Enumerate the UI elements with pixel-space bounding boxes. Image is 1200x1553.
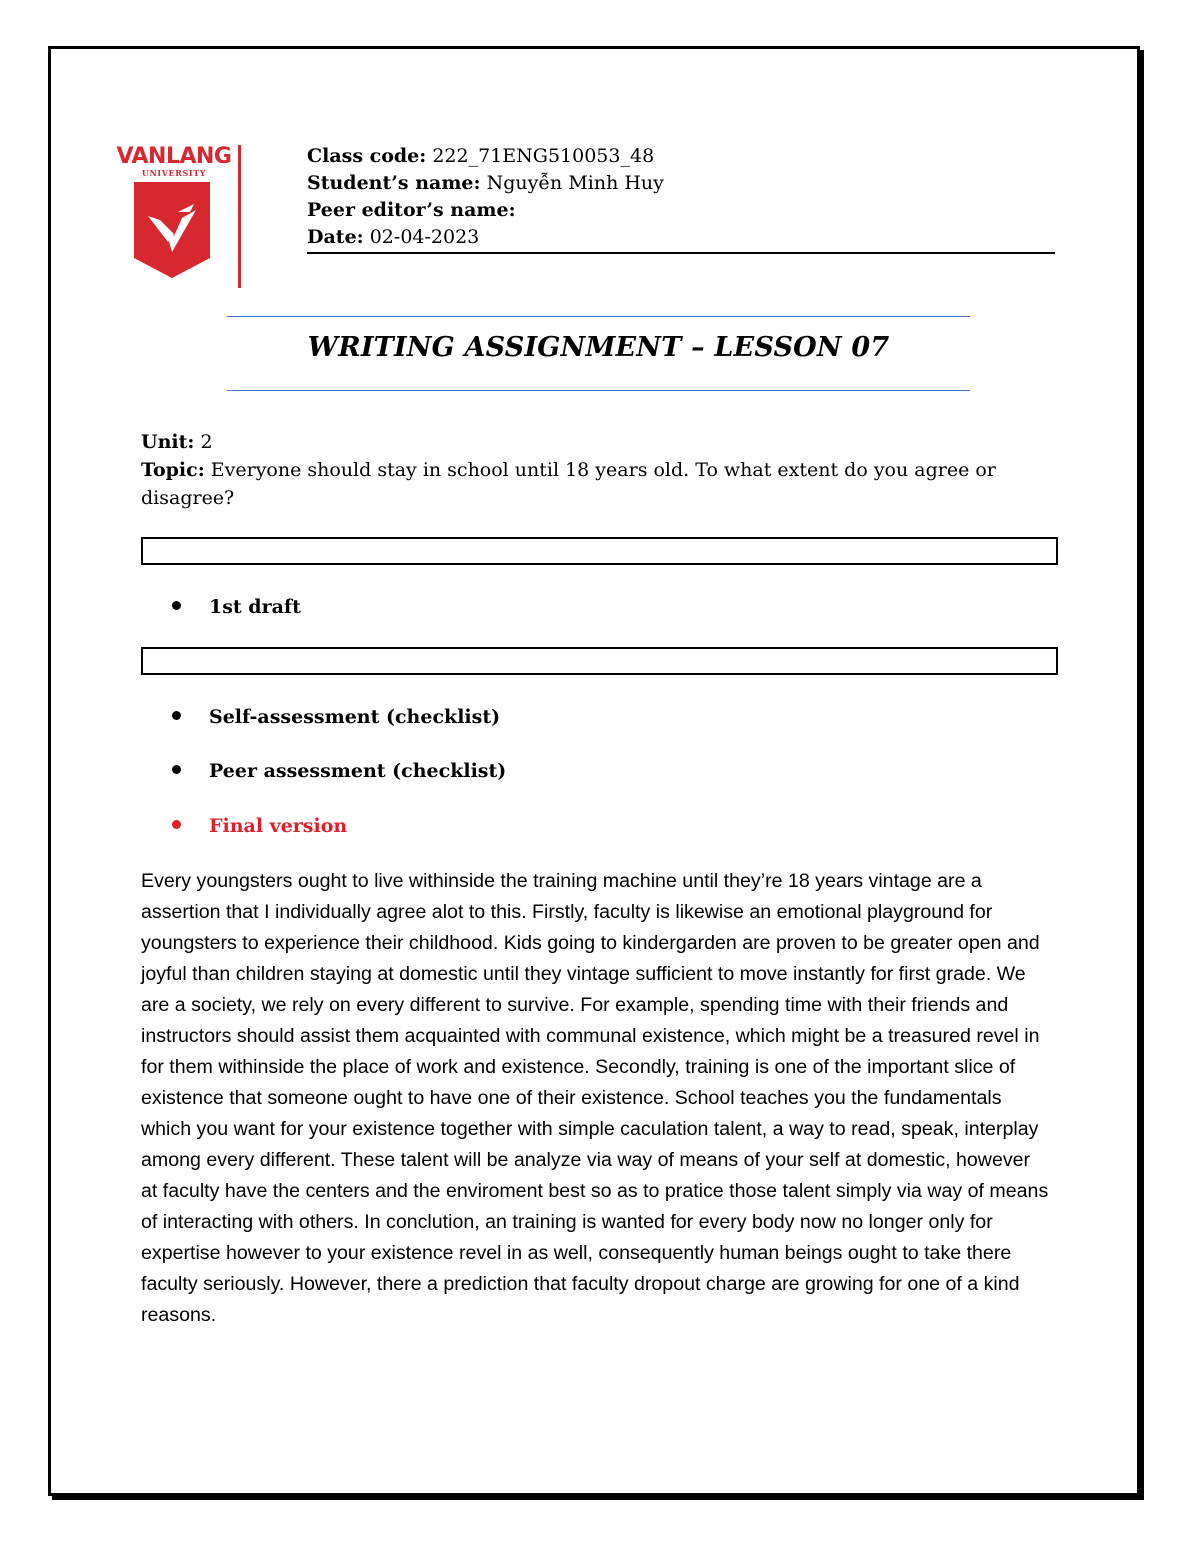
peer-editor-line [307,197,1055,224]
student-name-value: Nguyễn Minh Huy [486,172,664,194]
bullet-icon [172,820,181,829]
topic-label: Topic: [141,459,205,481]
student-name-line [307,170,1055,197]
date-value: 02-04-2023 [369,226,480,248]
essay-text: Every youngsters ought to live withinside the training machine until they’re 18 years vintage are a assertion that I individually agree alot to this. Firstly, faculty is likewise an emotional playground for youngsters to experience their childhood. Kids going to kindergarden are proven to be greater open and joyful than children staying at domestic until they vintage sufficient to move instantly for first grade. We are a society, we rely on every different to survive. For example, spending time with their friends and instructors should assist them acquainted with communal existence, which might be a treasured revel in for them withinside the place of work and existence. Secondly, training is one of the important slice of existence that someone ought to have one of their existence. School teaches you the fundamentals which you want for your existence together with simple caculation talent, a way to read, speak, interplay among every different. These talent will be analyze via way of means of your self at domestic, however at faculty have the centers and the enviroment best so as to pratice those talent simply via way of means of interacting with others. In conclution, an training is wanted for every body now no longer only for expertise however to your existence revel in as well, consequently human beings ought to take there faculty seriously. However, there a prediction that faculty dropout charge are growing for one of a kind reasons. [141,870,1049,1326]
logo-wordmark: VANLANG [116,144,232,169]
self-assessment-label: Self-assessment (checklist) [209,706,501,728]
bullet-icon [172,601,181,610]
first-draft-label: 1st draft [209,596,301,618]
header-divider [307,252,1055,254]
unit-line [141,428,1041,456]
header-info [307,143,1055,251]
final-version-label: Final version [209,815,348,837]
shield-icon [134,182,210,278]
logo-subtitle: UNIVERSITY [141,168,207,178]
list-item-self-assessment [172,704,500,730]
unit-label: Unit: [141,431,195,453]
title-bottom-rule [227,390,970,391]
date-line [307,224,1055,251]
section-box-middle [141,647,1058,675]
peer-editor-label: Peer editor’s name: [307,199,516,221]
list-item-final-version [172,813,347,839]
title-top-rule [227,316,970,317]
class-code-value: 222_71ENG510053_48 [432,145,655,167]
logo-divider [238,145,241,288]
class-code-label: Class code: [307,145,427,167]
page-title: WRITING ASSIGNMENT – LESSON 07 [307,332,890,363]
bullet-icon [172,711,181,720]
university-logo [112,140,237,290]
class-code-line [307,143,1055,170]
section-box-top [141,537,1058,565]
unit-value: 2 [200,431,213,453]
unit-topic-block [141,428,1041,512]
student-name-label: Student’s name: [307,172,481,194]
peer-assessment-label: Peer assessment (checklist) [209,760,507,782]
list-item-peer-assessment [172,758,506,784]
topic-value: Everyone should stay in school until 18 years old. To what extent do you agree or disagree? [141,459,996,509]
list-item-first-draft [172,594,301,620]
bullet-icon [172,765,181,774]
date-label: Date: [307,226,364,248]
topic-line [141,456,1041,512]
